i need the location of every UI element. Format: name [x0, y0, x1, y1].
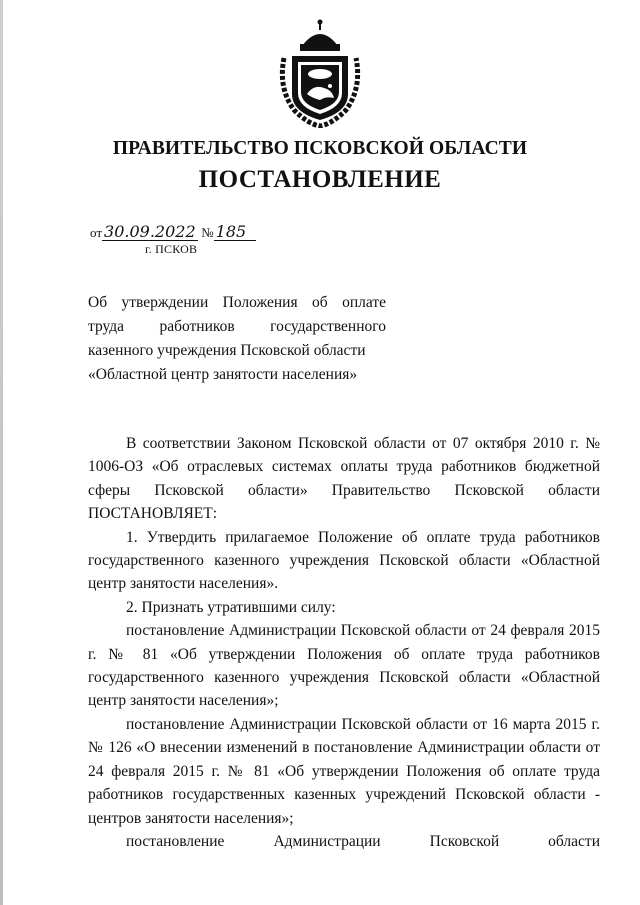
crown-icon — [300, 20, 340, 52]
organization-title: ПРАВИТЕЛЬСТВО ПСКОВСКОЙ ОБЛАСТИ — [112, 138, 528, 159]
handwritten-date: 30.09.2022 — [102, 224, 198, 241]
document-subject — [88, 291, 386, 387]
body-paragraph: В соответствии Законом Псковской области от 07 октября 2010 г. № 1006-ОЗ «Об отраслевых системах оплаты труда работников бюджетной сферы Псковской области» Правительство Псковской области ПОСТАНОВЛЯЕТ: — [88, 435, 600, 523]
document-type-heading: ПОСТАНОВЛЕНИЕ — [198, 166, 442, 193]
subject-line: Об утверждении Положения об оплате — [88, 294, 386, 311]
coat-of-arms-emblem — [274, 18, 366, 128]
subject-line: «Областной центр занятости населения» — [88, 366, 358, 383]
subject-line: труда работников государственного — [88, 318, 386, 335]
number-prefix: № — [201, 225, 214, 240]
scan-edge — [0, 0, 3, 905]
body-paragraph: 1. Утвердить прилагаемое Положение об оплате труда работников государственного казенного учреждения Псковской области «Областной центр занятости населения». — [88, 528, 600, 593]
city-label: г. ПСКОВ — [145, 242, 198, 256]
date-number-line — [90, 224, 256, 241]
body-paragraph: постановление Администрации Псковской области — [126, 832, 600, 850]
handwritten-number: 185 — [214, 224, 256, 241]
body-paragraph: 2. Признать утратившими силу: — [126, 598, 336, 616]
subject-line: казенного учреждения Псковской области — [88, 342, 366, 359]
document-body — [88, 432, 600, 853]
date-prefix: от — [90, 225, 103, 240]
body-paragraph: постановление Администрации Псковской области от 24 февраля 2015 г. № 81 «Об утверждении Положения об оплате труда работников государственного казенного учреждения Псковской области «Областной центр занятости населения»; — [88, 622, 600, 710]
body-paragraph: постановление Администрации Псковской области от 16 марта 2015 г. № 126 «О внесении изменений в постановление Администрации области от 24 февраля 2015 г. № 81 «Об утверждении Положения об оплате труда работников государственных казенных учреждений Псковской области - центров занятости населения»; — [88, 715, 600, 827]
